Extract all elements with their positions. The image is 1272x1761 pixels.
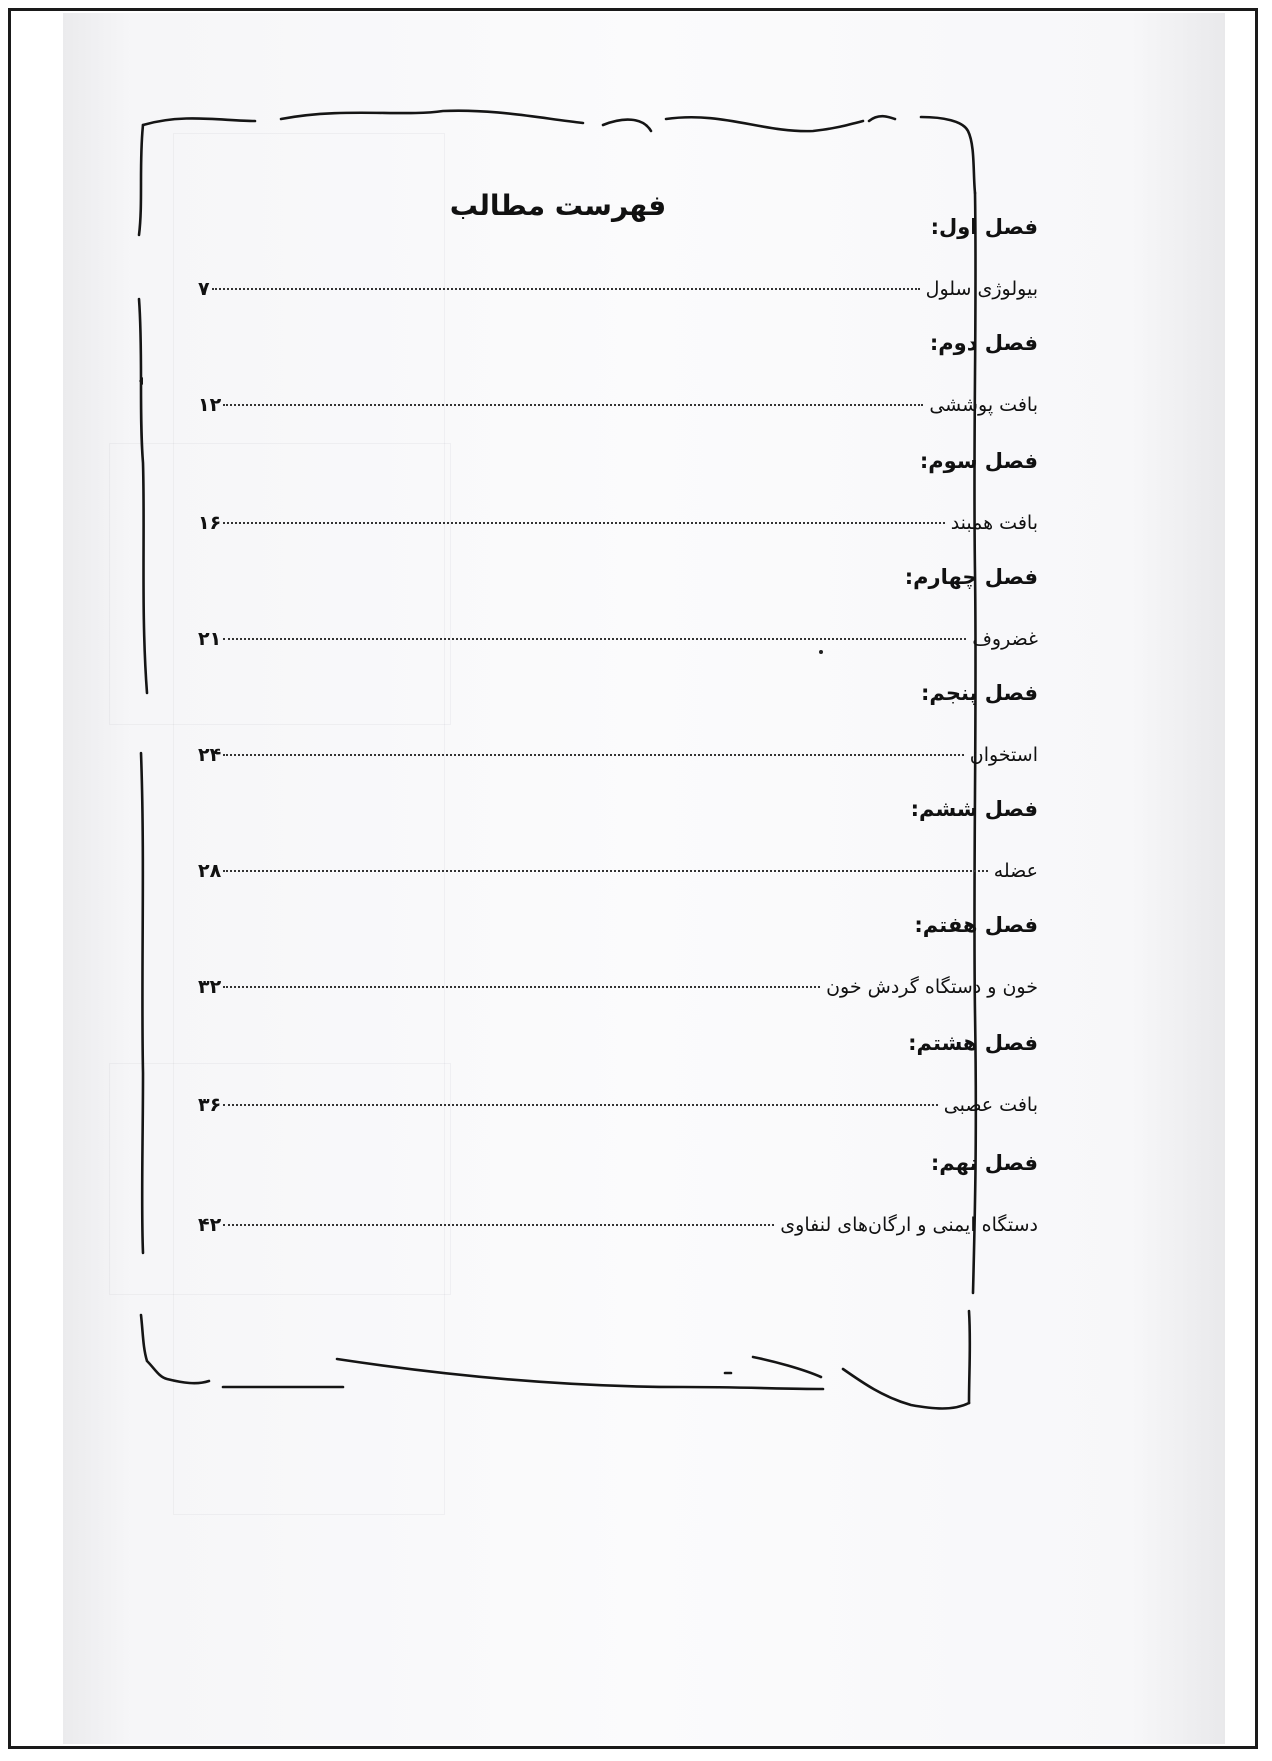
chapter-heading: فصل هفتم: bbox=[914, 913, 1038, 937]
dot-leader bbox=[212, 288, 920, 290]
page-title: فهرست مطالب bbox=[449, 189, 667, 222]
dot-leader bbox=[223, 638, 966, 640]
dot-leader bbox=[223, 986, 820, 988]
entry-title: عضله bbox=[993, 860, 1038, 882]
toc-entry bbox=[198, 275, 1038, 303]
page-number: ۱۶ bbox=[198, 512, 222, 534]
toc-entry bbox=[198, 857, 1038, 885]
entry-title: بافت همبند bbox=[950, 512, 1038, 534]
entry-title: بافت پوششی bbox=[929, 394, 1038, 416]
page-number: ۴۲ bbox=[198, 1214, 222, 1236]
dot-leader bbox=[223, 522, 944, 524]
toc-entry bbox=[198, 741, 1038, 769]
toc-entry bbox=[198, 1091, 1038, 1119]
page-number: ۷ bbox=[198, 278, 210, 300]
page-number: ۲۴ bbox=[198, 744, 222, 766]
page-number: ۳۶ bbox=[198, 1094, 222, 1116]
page-number: ۲۱ bbox=[198, 628, 222, 650]
chapter-heading: فصل نهم: bbox=[930, 1151, 1038, 1175]
chapter-heading: فصل ششم: bbox=[910, 797, 1038, 821]
chapter-heading: فصل پنجم: bbox=[921, 681, 1038, 705]
toc-entry bbox=[198, 973, 1038, 1001]
toc-entry bbox=[198, 509, 1038, 537]
dot-leader bbox=[223, 870, 988, 872]
chapter-heading: فصل سوم: bbox=[919, 449, 1038, 473]
entry-title: خون و دستگاه گردش خون bbox=[826, 976, 1038, 998]
dot-leader bbox=[223, 754, 964, 756]
page-number: ۳۲ bbox=[198, 976, 222, 998]
entry-title: دستگاه ایمنی و ارگان‌های لنفاوی bbox=[780, 1214, 1038, 1236]
toc-entry bbox=[198, 1211, 1038, 1239]
entry-title: بافت عصبی bbox=[943, 1094, 1038, 1116]
chapter-heading: فصل اول: bbox=[930, 215, 1038, 239]
chapter-heading: فصل چهارم: bbox=[904, 565, 1038, 589]
dot-leader bbox=[223, 1224, 774, 1226]
chapter-heading: فصل هشتم: bbox=[908, 1031, 1038, 1055]
chapter-heading: فصل دوم: bbox=[929, 331, 1038, 355]
entry-title: بیولوژی سلول bbox=[925, 278, 1038, 300]
entry-title: غضروف bbox=[972, 628, 1038, 650]
dot-leader bbox=[223, 1104, 938, 1106]
toc-entry bbox=[198, 391, 1038, 419]
page-number: ۱۲ bbox=[198, 394, 222, 416]
dot-leader bbox=[223, 404, 923, 406]
entry-title: استخوان bbox=[969, 744, 1038, 766]
page-number: ۲۸ bbox=[198, 860, 222, 882]
toc-entry bbox=[198, 625, 1038, 653]
